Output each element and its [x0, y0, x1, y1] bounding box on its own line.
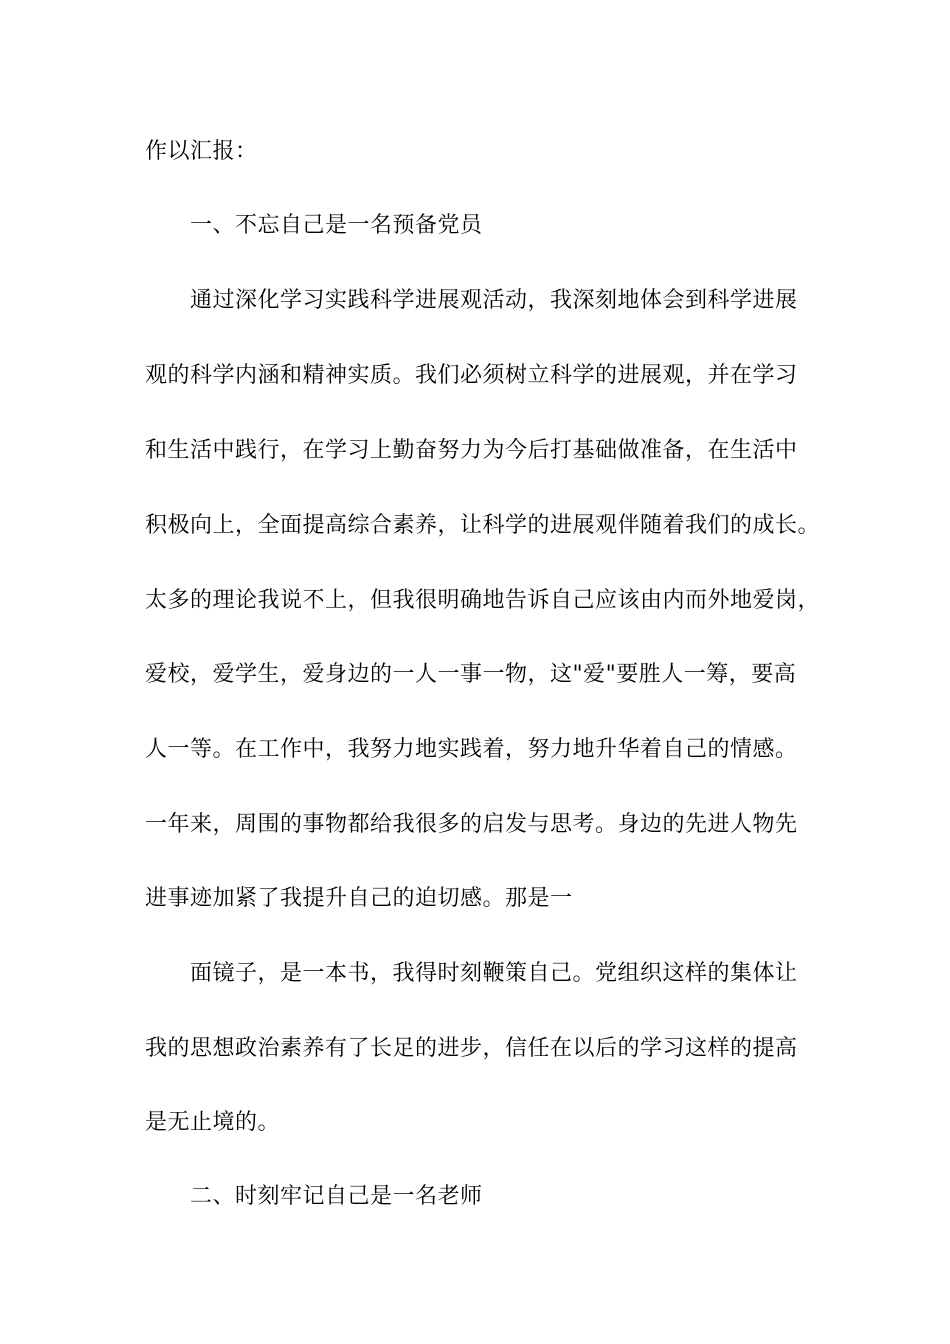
paragraph-line: 人一等。在工作中，我努力地实践着，努力地升华着自己的情感。: [145, 737, 798, 762]
paragraph-line: 进事迹加紧了我提升自己的迫切感。那是一: [145, 886, 573, 911]
paragraph-line: 和生活中践行，在学习上勤奋努力为今后打基础做准备，在生活中: [145, 438, 798, 463]
section-heading-2: 二、时刻牢记自己是一名老师: [190, 1184, 483, 1209]
paragraph-line: 太多的理论我说不上，但我很明确地告诉自己应该由内而外地爱岗，: [145, 588, 821, 613]
paragraph-line: 积极向上，全面提高综合素养，让科学的进展观伴随着我们的成长。: [145, 513, 821, 538]
section-heading-1: 一、不忘自己是一名预备党员: [190, 213, 483, 238]
paragraph-line: 一年来，周围的事物都给我很多的启发与思考。身边的先进人物先: [145, 812, 798, 837]
paragraph-line: 是无止境的。: [145, 1110, 281, 1135]
paragraph-line: 通过深化学习实践科学进展观活动，我深刻地体会到科学进展: [190, 288, 798, 313]
paragraph-line: 观的科学内涵和精神实质。我们必须树立科学的进展观，并在学习: [145, 363, 798, 388]
paragraph-line: 面镜子，是一本书，我得时刻鞭策自己。党组织这样的集体让: [190, 961, 798, 986]
text-line-continuation: 作以汇报：: [145, 139, 258, 164]
paragraph-line: 爱校，爱学生，爱身边的一人一事一物，这"爱"要胜人一筹，要高: [145, 662, 797, 687]
paragraph-line: 我的思想政治素养有了长足的进步，信任在以后的学习这样的提高: [145, 1036, 798, 1061]
